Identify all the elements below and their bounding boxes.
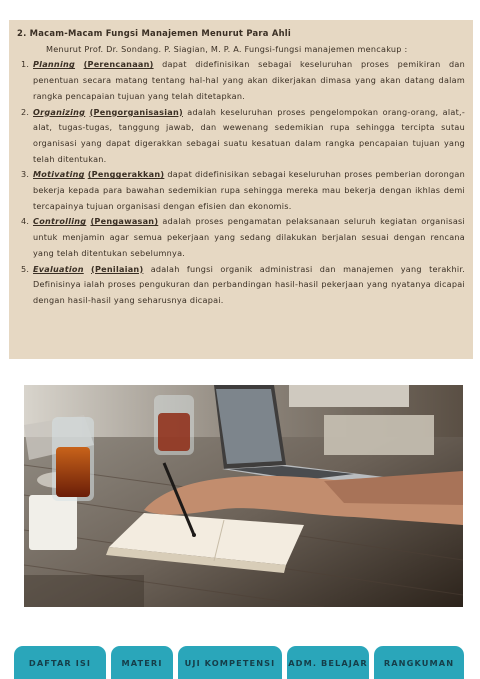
nav-tab-uji-kompetensi[interactable]: UJI KOMPETENSI [178,646,282,679]
item-text: dapat didefinisikan sebagai keseluruhan proses pemberian dorongan bekerja kepada para bawahan sedemikian rupa sehingga mereka mau bekerja dengan ikhlas demi tercapainya tujuan organisasi dengan efisien dan ekonomis. [33,169,465,211]
item-translation: (Penggerakkan) [87,169,165,180]
item-translation: (Pengawasan) [90,216,159,227]
nav-tab-adm-belajar[interactable]: ADM. BELAJAR [287,646,369,679]
intro-paragraph: Menurut Prof. Dr. Sondang. P. Siagian, M. P. A. Fungsi-fungsi manajemen mencakup : [46,43,408,54]
item-number: 2. [21,106,30,117]
item-text: dapat didefinisikan sebagai keseluruhan proses pemikiran dan penentuan secara matang tentang hal-hal yang akan dikerjakan dimasa yang akan datang dalam rangka pencapaian tujuan yang telah ditetapkan. [33,59,465,101]
function-item-organizing [17,105,465,168]
item-term: Organizing [33,106,86,117]
nav-tab-daftar-isi[interactable]: DAFTAR ISI [14,646,106,679]
content [17,26,465,309]
item-translation: (Pengorganisasian) [89,106,183,117]
section-heading: 2. Macam-Macam Fungsi Manajemen Menurut Para Ahli [17,28,292,38]
item-translation: (Penilaian) [91,263,144,274]
item-term: Evaluation [33,263,84,274]
item-text: adalah fungsi organik administrasi dan manajemen yang terakhir. Definisinya ialah proses pengukuran dan perbandingan hasil-hasil pekerjaan yang nyatanya dicapai dengan hasil-hasil yang seharusnya dicapai. [33,263,466,305]
item-number: 5. [21,263,30,274]
function-item-motivating [17,167,465,214]
item-number: 1. [21,59,30,70]
item-term: Motivating [33,169,85,180]
workspace-photo [24,385,463,607]
item-text: adalah proses pengamatan pelaksanaan seluruh kegiatan organisasi untuk menjamin agar semua pekerjaan yang sedang dilakukan berjalan sesuai dengan rencana yang telah ditentukan sebelumnya. [33,216,465,258]
item-term: Controlling [33,216,87,227]
item-term: Planning [33,59,76,70]
nav-tab-rangkuman[interactable]: RANGKUMAN [374,646,464,679]
item-number: 3. [21,169,30,180]
nav-tab-materi[interactable]: MATERI [111,646,173,679]
workspace-photo-illustration [24,385,463,607]
item-text: adalah keseluruhan proses pengelompokan orang-orang, alat,-alat, tugas-tugas, tanggung jawab, dan wewenang sedemikian rupa sehingga tercipta sutau organisasi yang dapat digerakkan sebagai suatu kesatuan dalam rangka pencapaian tujuan yang telah ditentukan. [33,106,465,164]
function-item-controlling [17,214,465,261]
function-item-planning [17,57,465,104]
item-translation: (Perencanaan) [83,59,154,70]
bottom-navigation [14,646,464,679]
function-item-evaluation [17,262,465,309]
item-number: 4. [21,216,30,227]
